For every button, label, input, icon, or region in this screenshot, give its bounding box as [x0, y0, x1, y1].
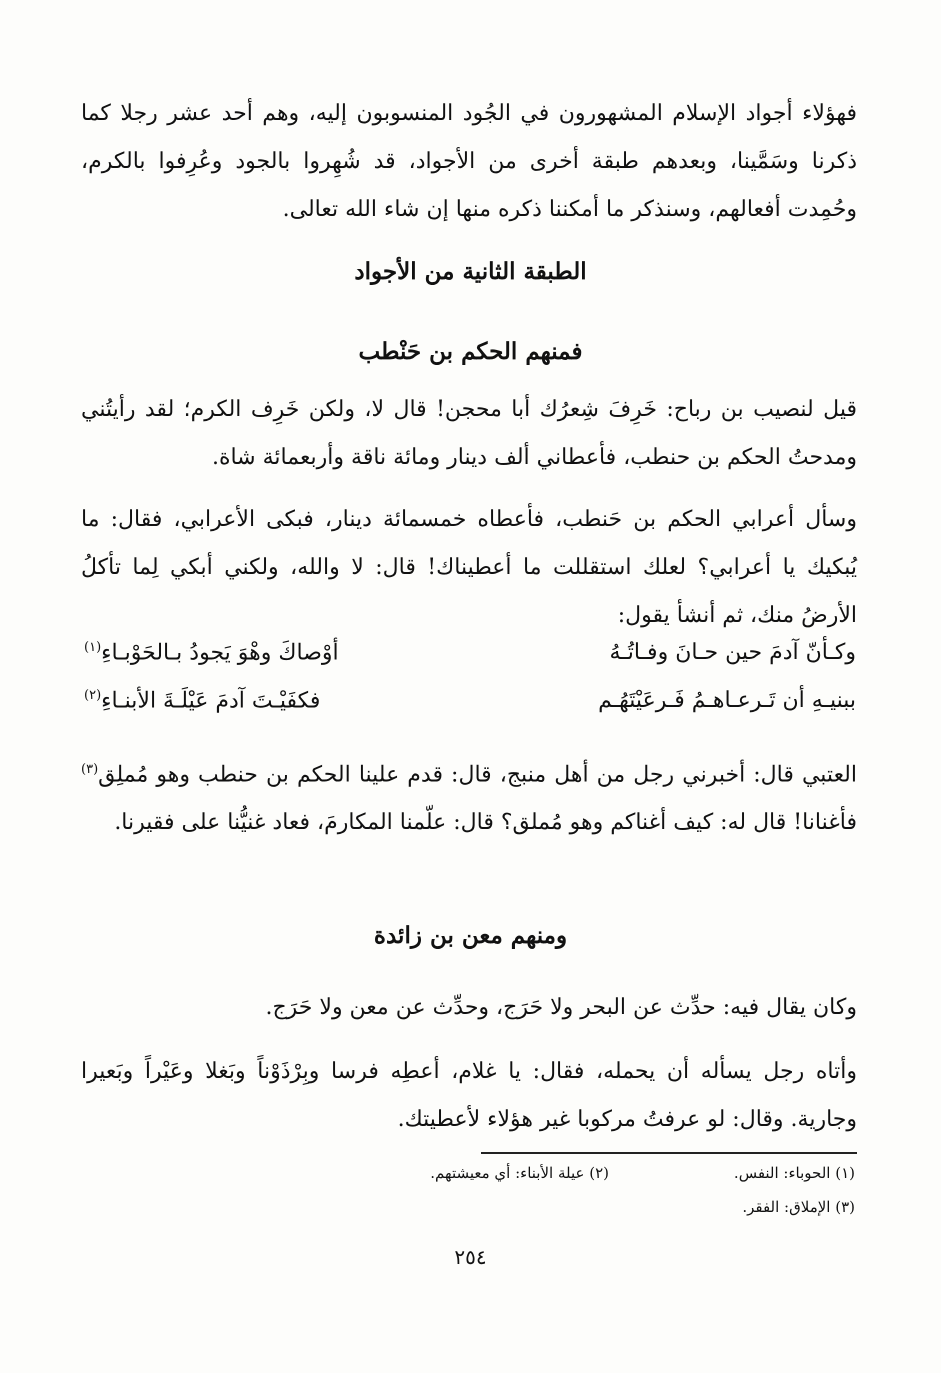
verse-2-second-hemistich: فكفَيْـتَ آدمَ عَيْلَـةَ الأبنـاءِ$^{(٢)}$	[84, 688, 321, 714]
verse-1-first-hemistich: وكـأنّ آدمَ حين حـانَ وفـاتُـهُ	[609, 640, 856, 665]
verse-2-first-hemistich: ببنيـهِ أن تَـرعـاهـمُ فَـرعَيْتَهُـم	[598, 688, 856, 713]
paragraph-intro: فهؤلاء أجواد الإسلام المشهورون في الجُود المنسوبون إليه، وهم أحد عشر رجلا كما ذكرنا وسَمَّينا، وبعدهم طبقة أخرى من الأجواد، قد شُهِروا بالجود وعُرِفوا بالكرم، وحُمِدت أفعالهم، وسنذكر ما أمكننا ذكره منها إن شاء الله تعالى.	[81, 101, 857, 222]
section-heading: الطبقة الثانية من الأجواد	[354, 258, 587, 285]
page-number: ٢٥٤	[454, 1245, 487, 1269]
paragraph-nusaib: قيل لنصيب بن رباح: خَرِفَ شِعرُك أبا محجن! قال لا، ولكن خَرِف الكرم؛ لقد رأيتُني ومدحتُ الحكم بن حنطب، فأعطاني ألف دينار ومائة ناقة وأربعمائة شاة.	[81, 397, 857, 470]
footnote-marker-2: (٢)	[84, 688, 102, 703]
footnote-marker-1: (١)	[84, 640, 102, 655]
paragraph-utbi: العتبي قال: أخبرني رجل من أهل منبج، قال: قدم علينا الحكم بن حنطب وهو مُملِق$^{(٣)}$ فأغنانا! قال له: كيف أغناكم وهو مُملق؟ قال: علّمنا المكارمَ، فعاد غنيُّنا على فقيرنا.	[81, 762, 857, 836]
subheading-hakam: فمنهم الحكم بن حَنْطب	[358, 338, 583, 365]
verse-1-second-hemistich: أوْصاكَ وهْوَ يَجودُ بـالحَوْبـاءِ$^{(١)}$	[84, 640, 339, 666]
footnote-2: (٢) عيلة الأبناء: أي معيشتهم.	[430, 1164, 609, 1182]
footnote-1: (١) الحوباء: النفس.	[733, 1164, 855, 1182]
footnote-marker-3: (٣)	[81, 762, 99, 777]
footnote-divider	[481, 1152, 857, 1154]
subheading-maan: ومنهم معن بن زائدة	[373, 922, 568, 949]
paragraph-saying: وكان يقال فيه: حدِّث عن البحر ولا حَرَج، وحدِّث عن معن ولا حَرَج.	[265, 995, 857, 1020]
paragraph-horse: وأتاه رجل يسأله أن يحمله، فقال: يا غلام، أعطِه فرسا وبِرْذَوْناً وبَغلا وعَيْراً وبَعيرا وجارية. وقال: لو عرفتُ مركوبا غير هؤلاء لأعطيتك.	[81, 1059, 857, 1132]
paragraph-bedouin: وسأل أعرابي الحكم بن حَنطب، فأعطاه خمسمائة دينار، فبكى الأعرابي، فقال: ما يُبكيك يا أعرابي؟ لعلك استقللت ما أعطيناك! قال: لا والله، ولكني أبكي لِما تأكلُ الأرضُ منك، ثم أنشأ يقول:	[81, 507, 857, 628]
footnote-3: (٣) الإملاق: الفقر.	[742, 1198, 855, 1216]
